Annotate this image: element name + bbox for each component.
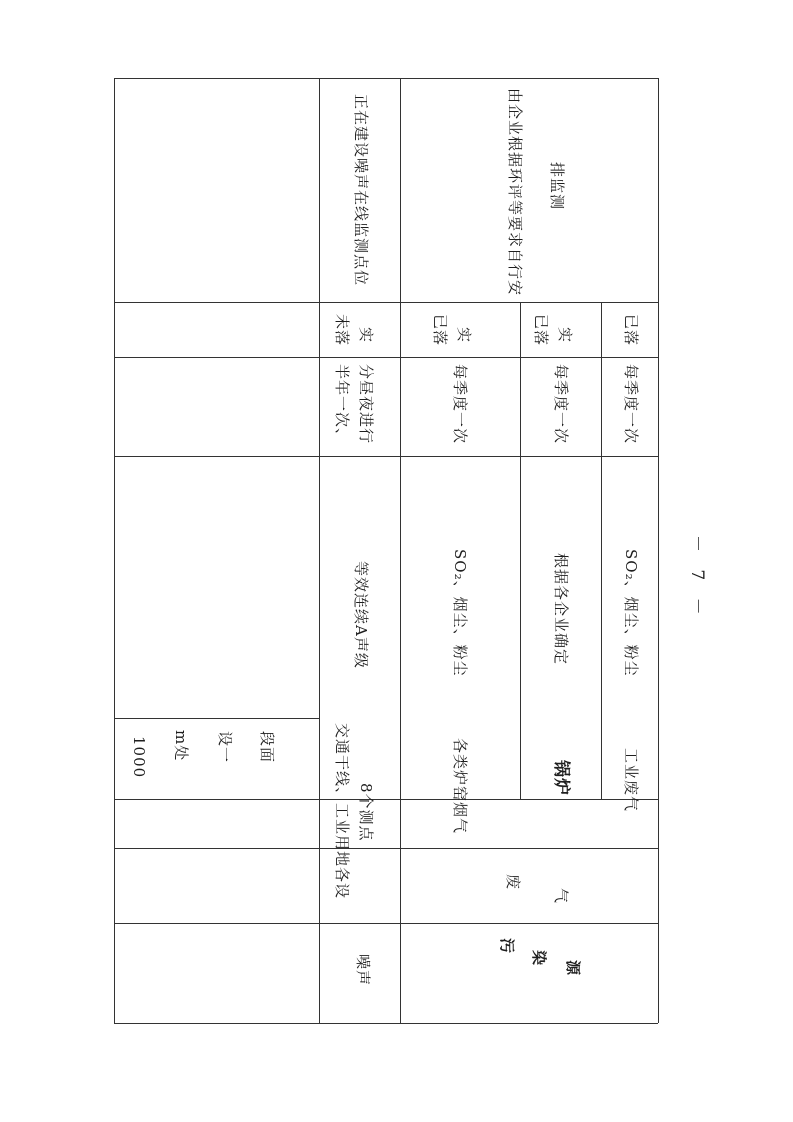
row-divider — [319, 78, 320, 1023]
column-divider — [114, 357, 658, 358]
column-divider — [114, 718, 319, 719]
item-frequency: 每季度一次 — [552, 364, 570, 445]
exhaust-subcategory: 废 — [504, 874, 522, 891]
table-border-right — [658, 78, 659, 1023]
pollution-category: 源 — [564, 960, 582, 977]
item-indicator: SO₂、烟尘、粉尘 — [451, 549, 469, 677]
noise-location: 交通干线、工业用地各设 — [333, 723, 351, 900]
table-border-top — [114, 78, 658, 79]
item-frequency: 每季度一次 — [622, 364, 640, 445]
table-border-bottom — [114, 1023, 658, 1024]
column-divider — [114, 799, 658, 800]
item-status: 实 — [556, 327, 574, 344]
item-name: 工业废气 — [622, 748, 640, 813]
item-indicator: 根据各企业确定 — [552, 553, 570, 666]
noise-status: 未落 — [333, 314, 351, 347]
noise-status: 实 — [357, 327, 375, 344]
row-divider — [601, 302, 602, 799]
pollution-category: 染 — [530, 950, 548, 967]
noise-frequency: 半年一次、 — [333, 364, 351, 445]
row-divider — [520, 302, 521, 799]
table-border-left — [114, 78, 115, 1023]
noise-note: 正在建设噪声在线监测点位 — [352, 94, 370, 287]
column-divider — [114, 456, 658, 457]
noise-location: 8个测点 — [357, 783, 375, 842]
noise-frequency: 分昼夜进行 — [357, 364, 375, 445]
item-name: 锅炉 — [551, 760, 571, 796]
item-status: 已落 — [622, 314, 640, 347]
row-divider — [400, 78, 401, 1023]
column-divider — [114, 302, 658, 303]
item-status: 已落 — [532, 314, 550, 347]
pollution-category: 污 — [498, 938, 516, 955]
column-divider — [114, 848, 658, 849]
item-name: 各类炉窑烟气 — [451, 738, 469, 835]
page-number: － 7 － — [687, 535, 707, 621]
item-status: 已落 — [431, 314, 449, 347]
item-status: 实 — [455, 327, 473, 344]
column-divider — [114, 923, 658, 924]
section-text: 设一 — [216, 731, 234, 764]
item-indicator: SO₂、烟尘、粉尘 — [622, 549, 640, 677]
monitoring-table — [114, 78, 658, 1023]
noise-indicator: 等效连续A声级 — [352, 561, 370, 669]
noise-category: 噪声 — [354, 954, 372, 987]
pollution-note: 由企业根据环评等要求自行安 — [506, 88, 524, 297]
item-frequency: 每季度一次 — [451, 364, 469, 445]
exhaust-subcategory: 气 — [552, 888, 570, 905]
distance-value: 1000 — [130, 736, 148, 779]
distance-unit: m处 — [172, 730, 190, 762]
section-text: 段面 — [258, 731, 276, 764]
pollution-note: 排监测 — [548, 162, 566, 211]
